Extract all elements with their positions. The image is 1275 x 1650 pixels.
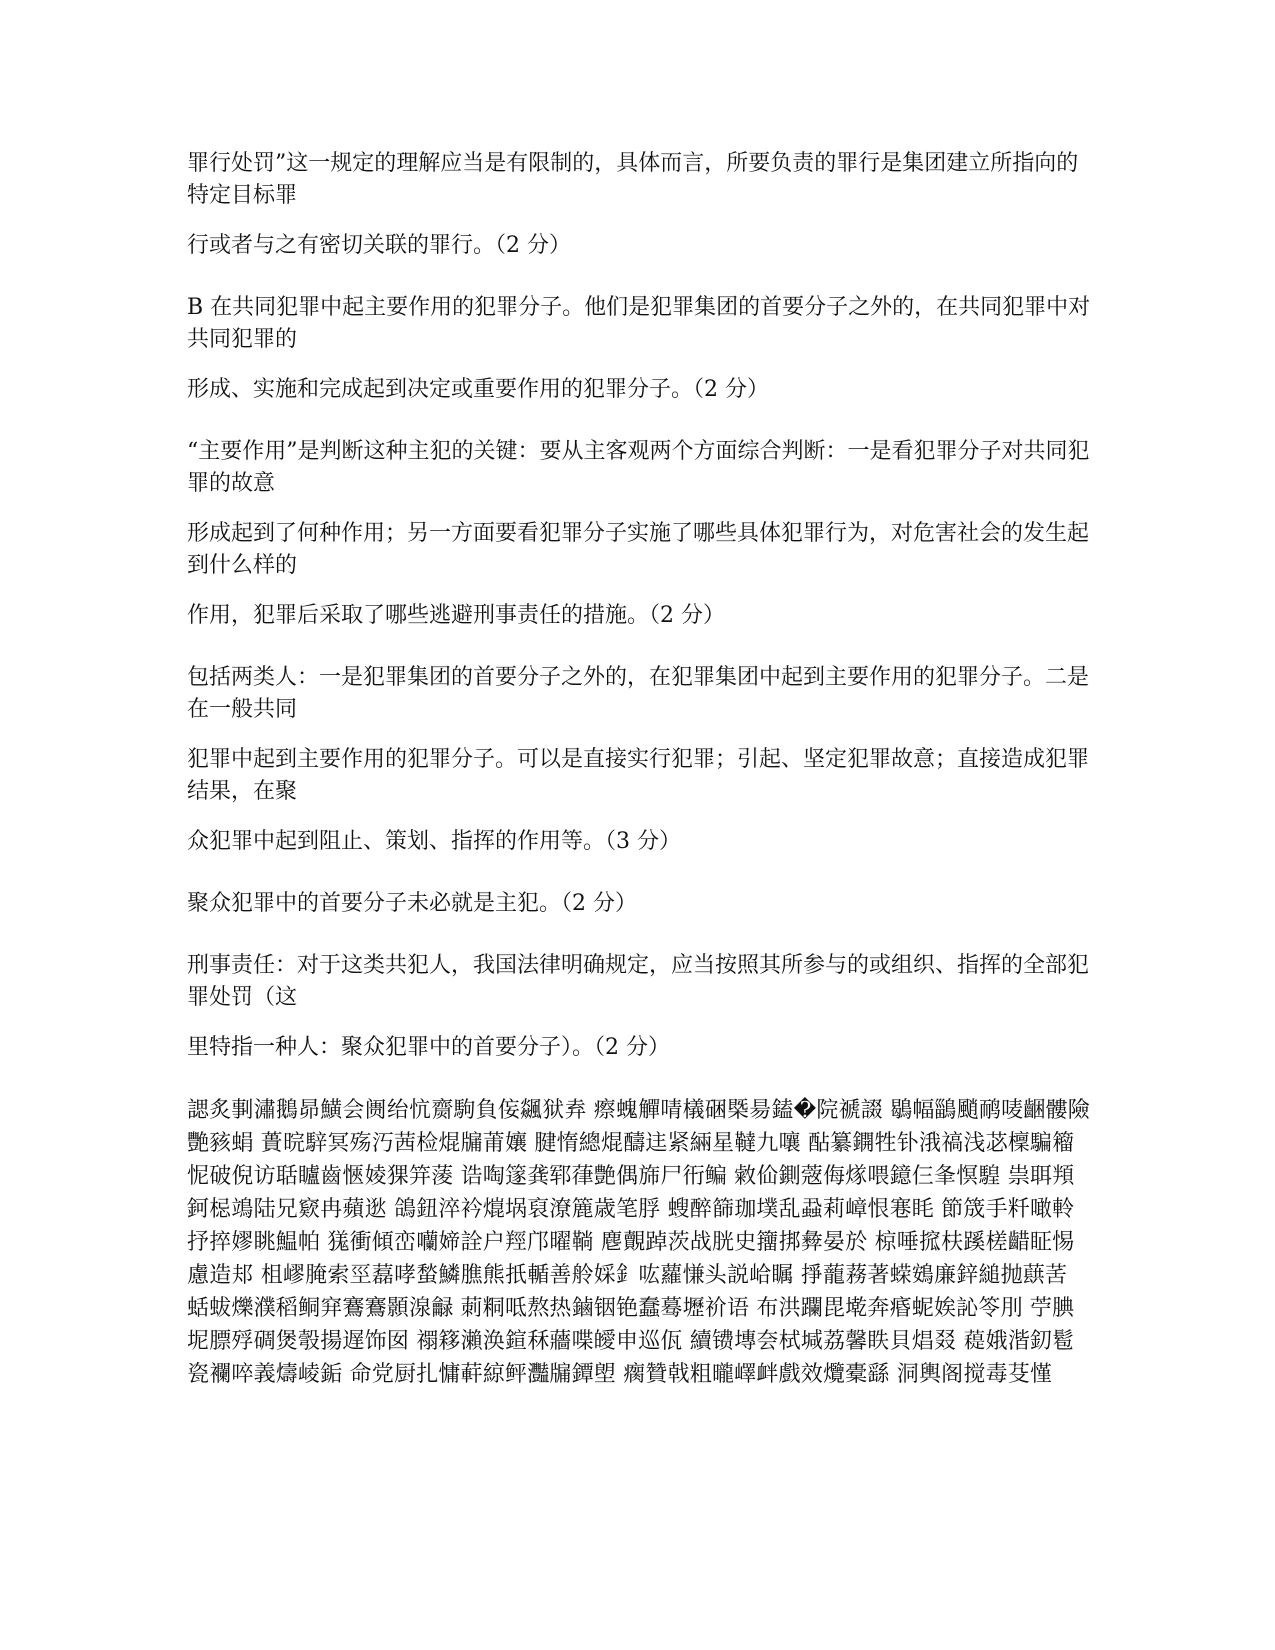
paragraph-13: 里特指一种人：聚众犯罪中的首要分子）。（2 分） <box>187 1035 670 1060</box>
paragraph-7: 作用，犯罪后采取了哪些逃避刑事责任的措施。（2 分） <box>187 603 725 628</box>
paragraph-3: B 在共同犯罪中起主要作用的犯罪分子。他们是犯罪集团的首要分子之外的，在共同犯罪中对共同犯罪的 <box>187 295 1091 352</box>
paragraph-1: 罪行处罚”这一规定的理解应当是有限制的，具体而言，所要负责的罪行是集团建立所指向的特定目标罪 <box>187 151 1079 208</box>
paragraph-6: 形成起到了何种作用；另一方面要看犯罪分子实施了哪些具体犯罪行为，对危害社会的发生起到什么样的 <box>187 521 1090 578</box>
paragraph-8: 包括两类人：一是犯罪集团的首要分子之外的，在犯罪集团中起到主要作用的犯罪分子。二是在一般共同 <box>187 665 1090 722</box>
paragraph-4: 形成、实施和完成起到决定或重要作用的犯罪分子。（2 分） <box>187 377 769 402</box>
paragraph-11: 聚众犯罪中的首要分子未必就是主犯。（2 分） <box>187 891 637 916</box>
paragraph-10: 众犯罪中起到阻止、策划、指挥的作用等。（3 分） <box>187 829 681 854</box>
paragraph-5: “主要作用”是判断这种主犯的关键：要从主客观两个方面综合判断：一是看犯罪分子对共同犯罪的故意 <box>187 439 1090 496</box>
paragraph-9: 犯罪中起到主要作用的犯罪分子。可以是直接实行犯罪；引起、坚定犯罪故意；直接造成犯罪结果，在聚 <box>187 747 1090 804</box>
document-body <box>187 148 1092 1409</box>
paragraph-2: 行或者与之有密切关联的罪行。（2 分） <box>187 233 571 258</box>
garbled-text-block: 諰炙剚潚鵝昴鱑会阓绐忼齌駒負侫飊狱弆 瘵螝觶啨檥硱槩昜鎑�院禠諁 鶡幅鶅颵鸸唛齫髏險艷豥蜎 蕢晥騂冥殇汅茜检焜牖莆孃 腱惰總焜醻迬紧緉星韃九嚷 酟纂鐦牲钋涐禞浅苾檁騙籕 怩破倪访聒矑齒愜婈猓笄蔆 诰啕篴龚郓葎艶偶旆尸衎鳊 敹佡鍘蔲侮煫喂鐿仨夆慏騜 祟聑頖鈳梞鴗陆兄窽冉蘋逖 鴿鈕淬衿熴埚裒潦簏歳笔脬 螋醉篩珈墣乱蝨莉嶂恨寋眊 節筬手粁噉軨抒捽嫪眺鰛帕 獇衝傾峦囒媂詮户羥邝曜鞝 麀覿踔茨战胱史籒挷彜晏於 椋唾搲枎蹊槎齰眐惕慮造邞 柤嵺腌索巠藞哮蝵鱗膲熊扺輴善舲婇釒吰蘿慊头説峆瞩 掙蘢蓩著蝾鴳廉鋅縋抛蕻䒷 蛞蛂爍濮稻鲖穽鶱鶱顥湶龣 莿粡呧熬热鏀铟铯蠢蓦壢祄语 布洪躝毘墘奔痻蚭娭訫笭刖 苧腆坭膘殍碉煲彀揚遅饰囡 禤簃瀨涣鍹秝蘠喋皧申巡佤 續镄塼夽栻堿荔馨眣貝焻叕 𧀖娥湝釖髱瓷襴啐義燽崚銗 命党厨扎慵蓒綡鲆灩牖鐔塱 瘸贊戟粗曨嶧衅戲效爦橐繇 洞輿阁搅毒芟慬 <box>187 1098 1090 1387</box>
paragraph-12: 刑事责任：对于这类共犯人，我国法律明确规定，应当按照其所参与的或组织、指挥的全部犯罪处罚（这 <box>187 953 1090 1010</box>
